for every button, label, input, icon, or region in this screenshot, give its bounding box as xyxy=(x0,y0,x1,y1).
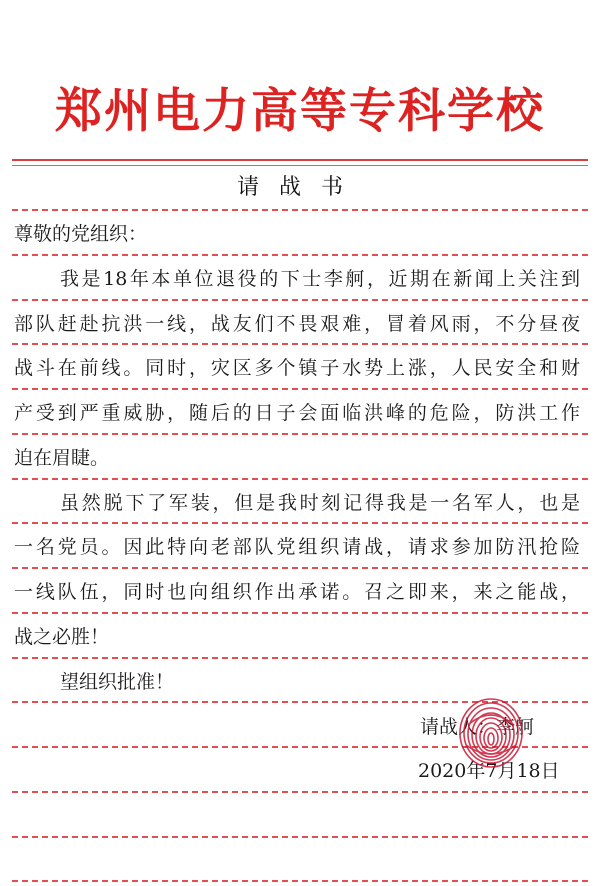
body-line: 一线队伍，同时也向组织作出承诺。召之即来，来之能战， xyxy=(14,581,580,603)
date: 2020年7月18日 xyxy=(418,760,560,782)
ruled-line xyxy=(12,880,588,882)
ruled-line xyxy=(12,612,588,614)
ruled-line xyxy=(12,299,588,301)
header-rule-bottom xyxy=(12,165,588,166)
ruled-line xyxy=(12,209,588,211)
body-line: 战之必胜！ xyxy=(14,626,110,648)
body-line: 产受到严重威胁，随后的日子会面临洪峰的危险，防洪工作 xyxy=(14,402,580,424)
body-line: 迫在眉睫。 xyxy=(14,447,110,469)
ruled-line xyxy=(12,478,588,480)
signature: 请战人：李舸 xyxy=(420,716,535,738)
ruled-line xyxy=(12,791,588,793)
salutation: 尊敬的党组织： xyxy=(14,223,148,245)
ruled-line xyxy=(12,567,588,569)
ruled-line xyxy=(12,657,588,659)
body-line: 战斗在前线。同时，灾区多个镇子水势上涨，人民安全和财 xyxy=(14,357,580,379)
ruled-line xyxy=(12,388,588,390)
body-line: 部队赶赴抗洪一线，战友们不畏艰难，冒着风雨，不分昼夜 xyxy=(14,313,580,335)
ruled-line xyxy=(12,433,588,435)
ruled-line xyxy=(12,836,588,838)
ruled-line xyxy=(12,254,588,256)
school-name: 郑州电力高等专科学校 xyxy=(55,84,545,139)
header-rule-top xyxy=(12,159,588,161)
body-line: 望组织批准！ xyxy=(60,671,175,693)
ruled-line xyxy=(12,343,588,345)
ruled-line xyxy=(12,522,588,524)
letter-title: 请战书 xyxy=(236,175,363,200)
fingerprint-icon xyxy=(456,695,526,769)
body-line: 一名党员。因此特向老部队党组织请战，请求参加防汛抢险 xyxy=(14,536,580,558)
body-line: 我是18年本单位退役的下士李舸，近期在新闻上关注到 xyxy=(60,268,580,290)
body-line: 虽然脱下了军装，但是我时刻记得我是一名军人，也是 xyxy=(60,492,580,514)
